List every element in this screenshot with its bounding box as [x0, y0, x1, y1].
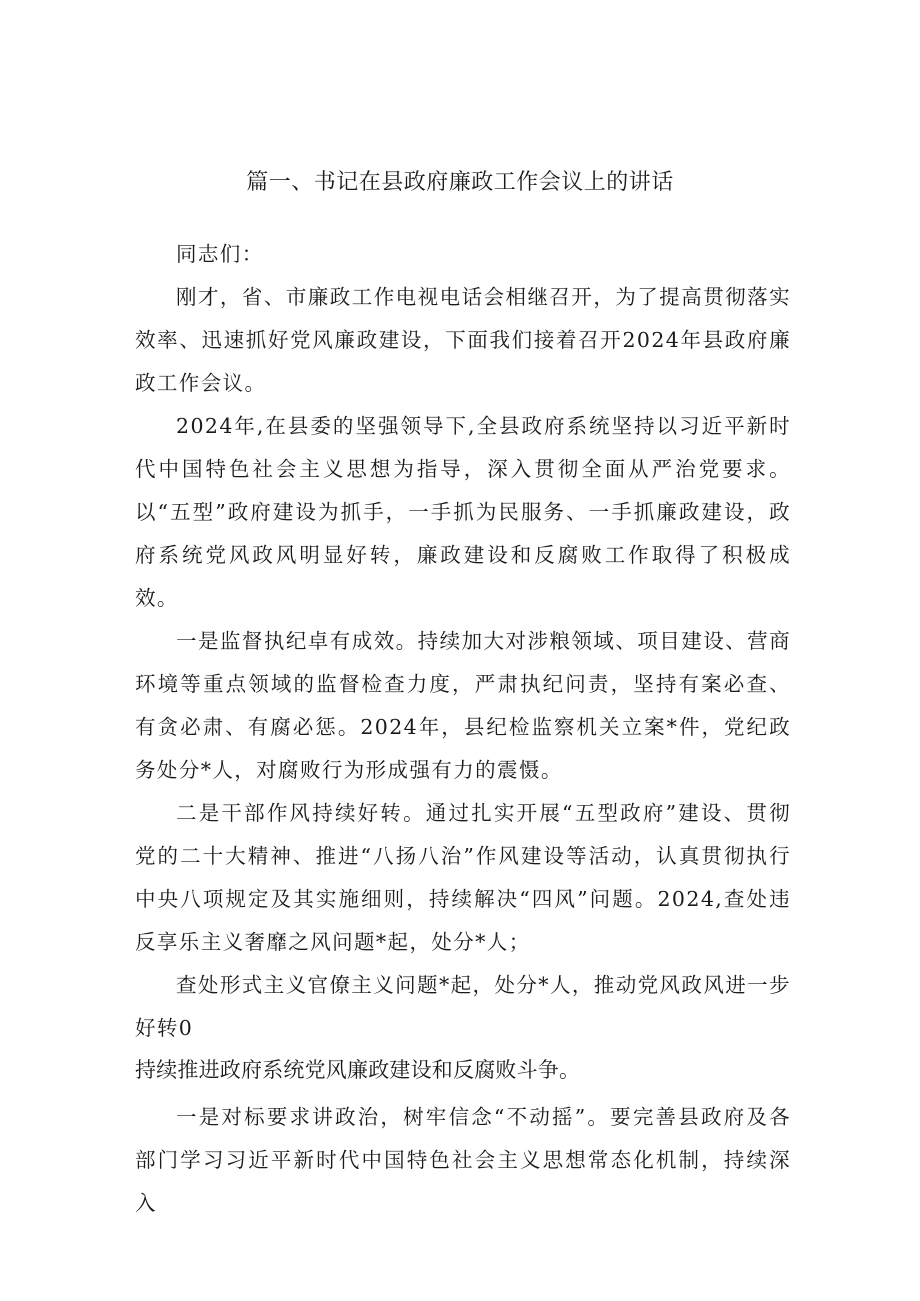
paragraph-3: 一是监督执纪卓有成效。持续加大对涉粮领域、项目建设、营商环境等重点领域的监督检查力度，严肃执纪问责，坚持有案必查、有贪必肃、有腐必惩。2024年，县纪检监察机关立案*件，党纪政务处分*人，对腐败行为形成强有力的震慑。: [135, 629, 791, 782]
section-body: [135, 1096, 791, 1225]
document-body: [135, 233, 791, 1050]
paragraph-1: 刚才，省、市廉政工作电视电话会相继召开，为了提高贯彻落实效率、迅速抓好党风廉政建设，下面我们接着召开2024年县政府廉政工作会议。: [135, 285, 791, 395]
paragraph-5: 查处形式主义官僚主义问题*起，处分*人，推动党风政风进一步好转0: [135, 973, 791, 1040]
paragraph-2: 2024年,在县委的坚强领导下,全县政府系统坚持以习近平新时代中国特色社会主义思想为指导，深入贯彻全面从严治党要求。以“五型”政府建设为抓手，一手抓为民服务、一手抓廉政建设，政府系统党风政风明显好转，廉政建设和反腐败工作取得了积极成效。: [135, 414, 791, 610]
section-heading: 持续推进政府系统党风廉政建设和反腐败斗争。: [135, 1058, 581, 1082]
section-paragraph-1: 一是对标要求讲政治，树牢信念“不动摇”。要完善县政府及各部门学习习近平新时代中国特色社会主义思想常态化机制，持续深入: [135, 1105, 791, 1215]
document-title: 篇一、书记在县政府廉政工作会议上的讲话: [246, 170, 674, 195]
paragraph-4: 二是干部作风持续好转。通过扎实开展“五型政府”建设、贯彻党的二十大精神、推进“八扬八治”作风建设等活动，认真贯彻执行中央八项规定及其实施细则，持续解决“四风”问题。2024,查处违反享乐主义奢靡之风问题*起，处分*人；: [135, 801, 791, 954]
salutation: 同志们：: [176, 242, 264, 266]
